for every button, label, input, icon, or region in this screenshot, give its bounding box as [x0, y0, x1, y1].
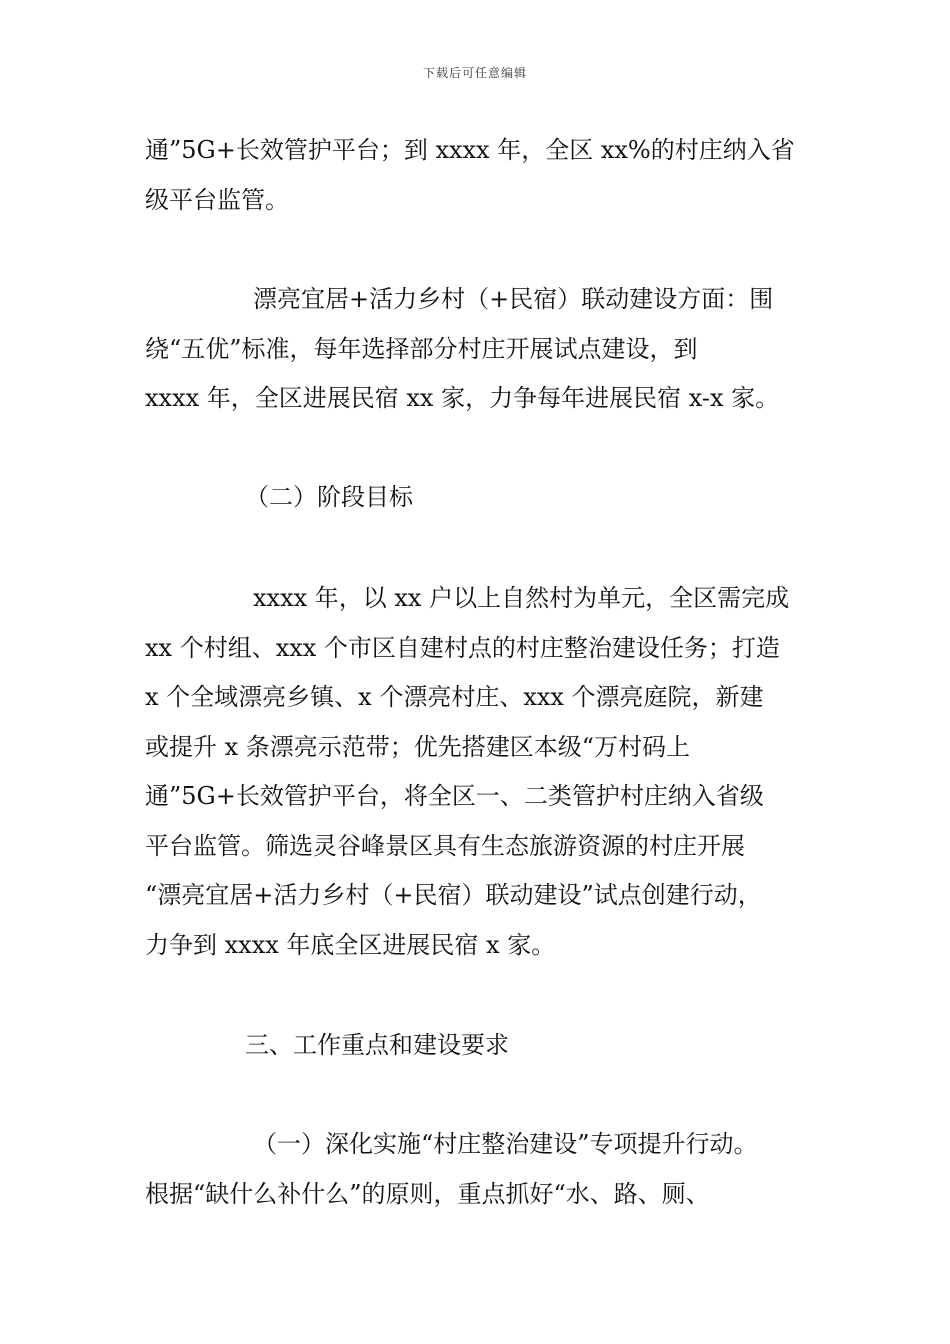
text-line: 绕“五优”标准，每年选择部分村庄开展试点建设，到	[145, 334, 698, 363]
paragraph-village-renovation	[145, 1120, 830, 1219]
text-line: xxxx 年，以 xx 户以上自然村为单元，全区需完成	[253, 584, 790, 612]
text-line: xxxx 年，全区进展民宿 xx 家，力争每年进展民宿 x-x 家。	[145, 384, 780, 412]
header-note: 下载后可任意编辑	[422, 66, 527, 80]
text-line: x 个全域漂亮乡镇、x 个漂亮村庄、xxx 个漂亮庭院，新建	[145, 683, 764, 711]
section-heading-stage-goals	[145, 473, 830, 523]
paragraph-stage-goals	[145, 574, 830, 970]
heading-text: （二）阶段目标	[245, 483, 413, 511]
text-line: 力争到 xxxx 年底全区进展民宿 x 家。	[145, 930, 556, 959]
text-line: xx 个村组、xxx 个市区自建村点的村庄整治建设任务；打造	[145, 633, 780, 662]
section-heading-work-focus	[145, 1021, 830, 1071]
text-line: 根据“缺什么补什么”的原则，重点抓好“水、路、厕、	[145, 1179, 710, 1208]
paragraph-platform-target	[145, 126, 830, 225]
text-line: 平台监管。筛选灵谷峰景区具有生态旅游资源的村庄开展	[145, 831, 745, 860]
text-line: 漂亮宜居+活力乡村（+民宿）联动建设方面：围	[253, 285, 774, 313]
text-line: “漂亮宜居+活力乡村（+民宿）联动建设”试点创建行动，	[145, 881, 762, 909]
heading-text: 三、工作重点和建设要求	[245, 1031, 509, 1059]
text-line: 级平台监管。	[145, 185, 289, 214]
text-line: 通”5G+长效管护平台；到 xxxx 年，全区 xx%的村庄纳入省	[145, 136, 795, 164]
text-line: （一）深化实施“村庄整治建设”专项提升行动。	[253, 1130, 758, 1158]
text-line: 或提升 x 条漂亮示范带；优先搭建区本级“万村码上	[145, 732, 691, 761]
text-line: 通”5G+长效管护平台，将全区一、二类管护村庄纳入省级	[145, 782, 764, 810]
paragraph-homestay-construction	[145, 275, 830, 424]
